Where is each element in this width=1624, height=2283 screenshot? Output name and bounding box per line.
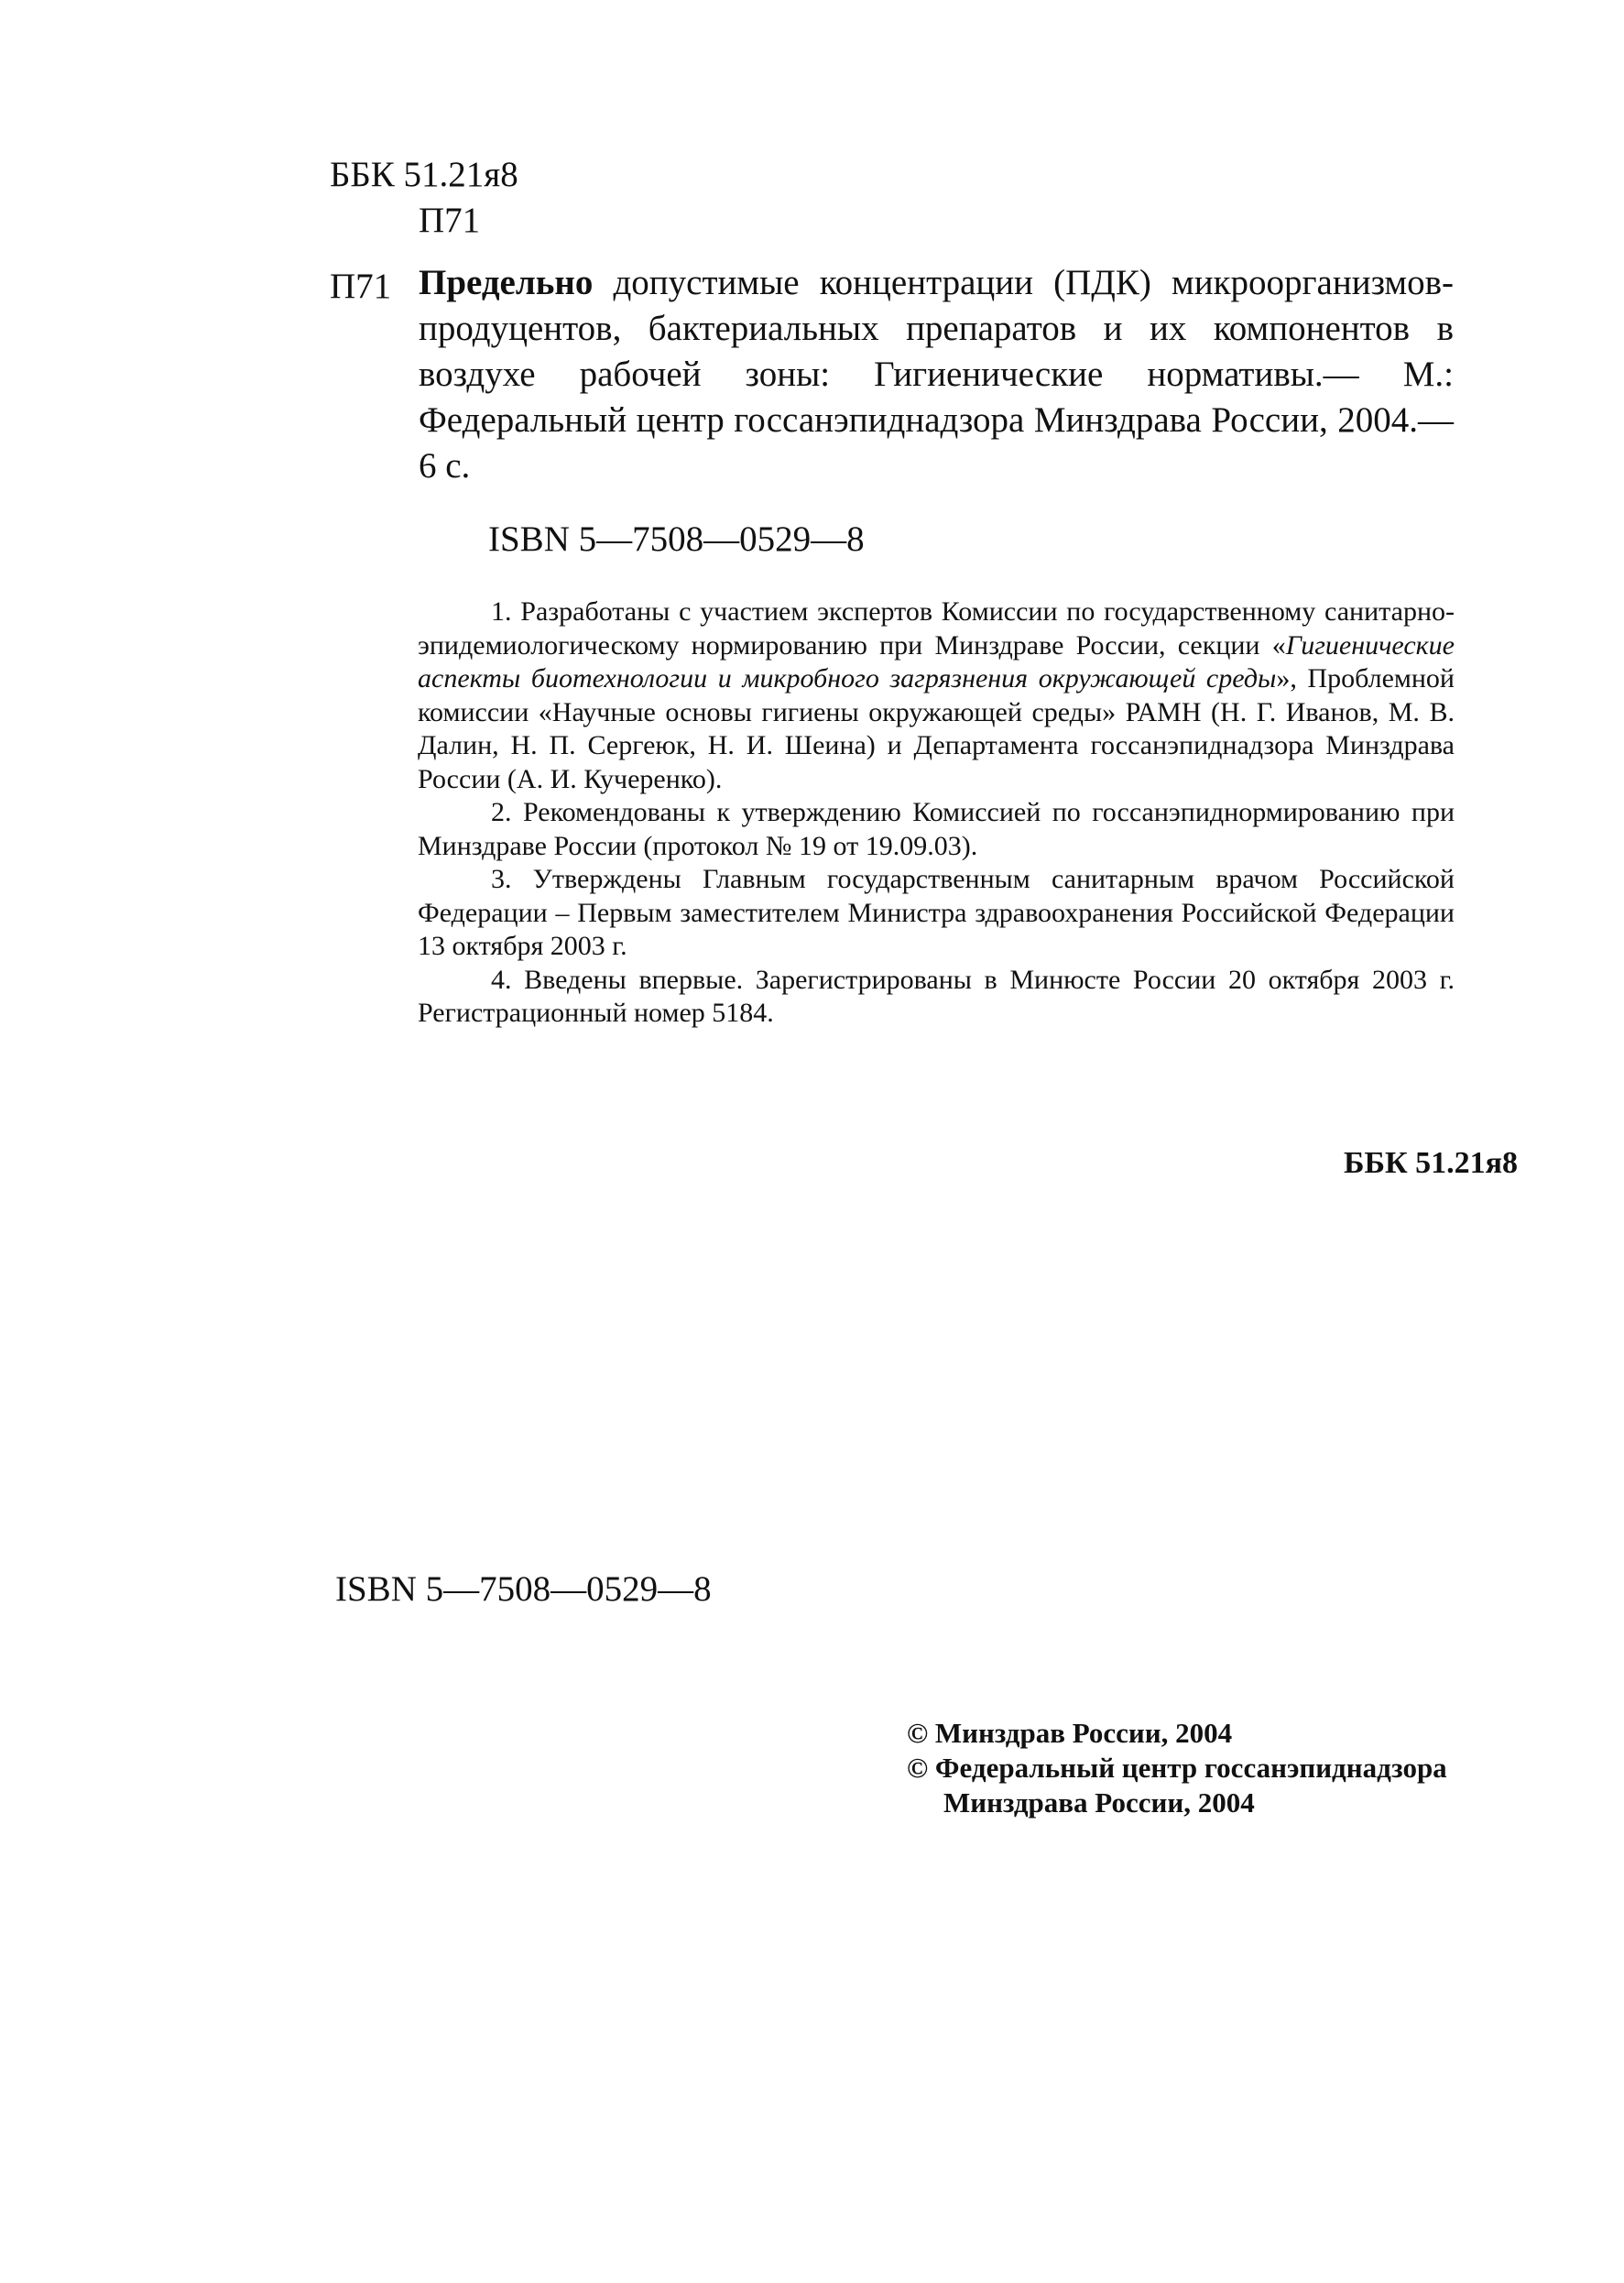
copyright-block bbox=[907, 1716, 1447, 1820]
copyright-line-1: © Минздрав России, 2004 bbox=[907, 1717, 1233, 1749]
entry-title-rest: допустимые концентрации (ПДК) микроорганизмов-продуцентов, бактериальных препаратов и их компонентов в воздухе рабочей зоны: Гигиенические нормативы.— М.: Федеральный центр госсанэпиднадзора Минздрава России, 2004.—6 с. bbox=[419, 263, 1454, 486]
note-1-italic: Гигиенические аспекты биотехнологии и микробного загрязнения окружающей среды bbox=[418, 629, 1455, 694]
entry-title-lead: Предельно bbox=[419, 263, 594, 302]
note-4: 4. Введены впервые. Зарегистрированы в Минюсте России 20 октября 2003 г. Регистрационный номер 5184. bbox=[418, 964, 1455, 1028]
publication-notes bbox=[418, 595, 1455, 1031]
isbn-bottom: ISBN 5—7508—0529—8 bbox=[335, 1569, 712, 1609]
note-1-part-c: », Проблемной комиссии «Научные основы гигиены окружающей среды» РАМН (Н. Г. Иванов, М. В. Далин, Н. П. Сергеюк, Н. И. Шеина) и Департамента госсанэпиднадзора Минздрава России (А. И. Кучеренко). bbox=[418, 663, 1455, 794]
note-2: 2. Рекомендованы к утверждению Комиссией по госсанэпиднормированию при Минздраве России (протокол № 19 от 19.09.03). bbox=[418, 797, 1455, 861]
note-1 bbox=[418, 595, 1455, 796]
bibliographic-entry bbox=[419, 260, 1454, 489]
note-3: 3. Утверждены Главным государственным санитарным врачом Российской Федерации – Первым заместителем Министра здравоохранения Российской Федерации 13 октября 2003 г. bbox=[418, 864, 1455, 961]
bbk-classification: ББК 51.21я8 bbox=[330, 155, 518, 194]
copyright-line-3: Минздрава России, 2004 bbox=[943, 1786, 1255, 1819]
copyright-line-2: © Федеральный центр госсанэпиднадзора bbox=[907, 1752, 1447, 1784]
isbn-entry: ISBN 5—7508—0529—8 bbox=[488, 519, 865, 559]
note-1-part-a: 1. Разработаны с участием экспертов Комиссии по государственному санитарно-эпидемиологическому нормированию при Минздраве России, секции « bbox=[418, 596, 1455, 661]
bbk-classification-bold: ББК 51.21я8 bbox=[1343, 1146, 1518, 1180]
entry-author-mark: П71 bbox=[330, 267, 392, 306]
author-mark: П71 bbox=[419, 201, 481, 240]
